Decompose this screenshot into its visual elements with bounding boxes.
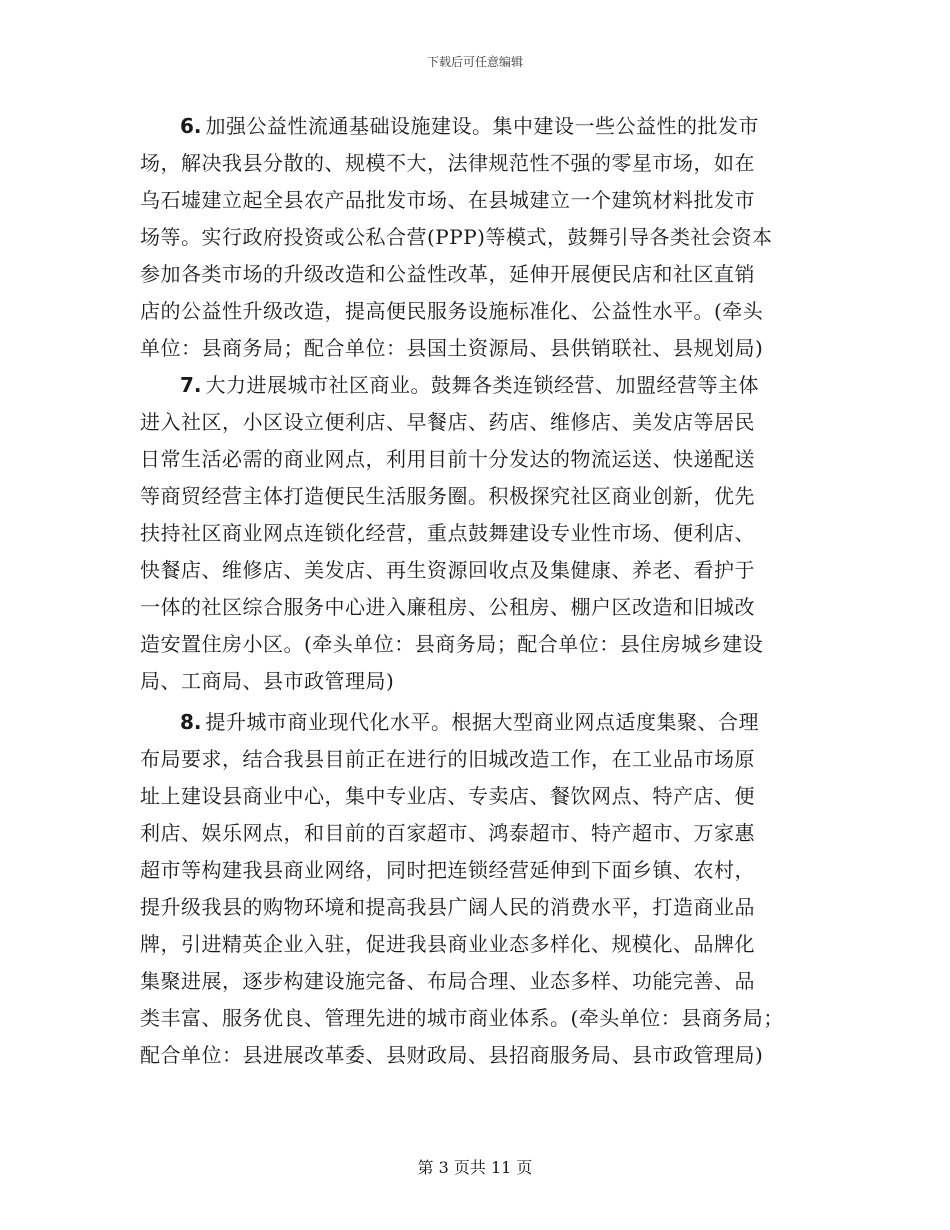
text-line: 进入社区，小区设立便利店、早餐店、药店、维修店、美发店等居民 (140, 410, 755, 434)
section-number: 6. (180, 114, 202, 138)
document-body (140, 108, 805, 1074)
text-line: 集聚进展，逐步构建设施完备、布局合理、业态多样、功能完善、品 (140, 969, 755, 993)
text-line: 址上建设县商业中心，集中专业店、专卖店、餐饮网点、特产店、便 (140, 784, 755, 808)
section-8 (140, 704, 805, 1074)
paragraph-first-line (140, 367, 805, 404)
section-7 (140, 367, 805, 700)
text-line: 单位：县商务局；配合单位：县国土资源局、县供销联社、县规划局) (140, 336, 764, 360)
page-header-note: 下载后可任意编辑 (426, 55, 523, 69)
text-line: 配合单位：县进展改革委、县财政局、县招商服务局、县市政管理局) (140, 1043, 764, 1067)
text-line: 布局要求，结合我县目前正在进行的旧城改造工作，在工业品市场原 (140, 747, 755, 771)
text-line: 利店、娱乐网点，和目前的百家超市、鸿泰超市、特产超市、万家惠 (140, 821, 755, 845)
paragraph-first-line (140, 108, 805, 145)
text-line: 快餐店、维修店、美发店、再生资源回收点及集健康、养老、看护于 (140, 558, 755, 582)
text-line: 提升城市商业现代化水平。根据大型商业网点适度集聚、合理 (205, 710, 760, 734)
text-line: 超市等构建我县商业网络，同时把连锁经营延伸到下面乡镇、农村， (140, 858, 755, 882)
text-line: 扶持社区商业网点连锁化经营，重点鼓舞建设专业性市场、便利店、 (140, 521, 755, 545)
text-line: 局、工商局、县市政管理局) (140, 669, 395, 693)
text-line: 造安置住房小区。(牵头单位：县商务局；配合单位：县住房城乡建设 (140, 632, 764, 656)
text-line: 日常生活必需的商业网点，利用目前十分发达的物流运送、快递配送 (140, 447, 755, 471)
paragraph-first-line (140, 704, 805, 741)
text-line: 类丰富、服务优良、管理先进的城市商业体系。(牵头单位：县商务局； (140, 1006, 784, 1030)
text-line: 加强公益性流通基础设施建设。集中建设一些公益性的批发市 (205, 114, 760, 138)
text-line: 提升级我县的购物环境和提高我县广阔人民的消费水平，打造商业品 (140, 895, 755, 919)
text-line: 等商贸经营主体打造便民生活服务圈。积极探究社区商业创新，优先 (140, 484, 755, 508)
text-line: 一体的社区综合服务中心进入廉租房、公租房、棚户区改造和旧城改 (140, 595, 755, 619)
text-line: 场，解决我县分散的、规模不大，法律规范性不强的零星市场，如在 (140, 151, 755, 175)
page-number-footer: 第 3 页共 11 页 (417, 1158, 533, 1177)
text-line: 店的公益性升级改造，提高便民服务设施标准化、公益性水平。(牵头 (140, 299, 764, 323)
text-line: 场等。实行政府投资或公私合营(PPP)等模式，鼓舞引导各类社会资本 (140, 225, 773, 249)
section-number: 8. (180, 710, 202, 734)
section-number: 7. (180, 373, 202, 397)
text-line: 参加各类市场的升级改造和公益性改革，延伸开展便民店和社区直销 (140, 262, 755, 286)
section-6 (140, 108, 805, 367)
text-line: 乌石墟建立起全县农产品批发市场、在县城建立一个建筑材料批发市 (140, 188, 755, 212)
text-line: 大力进展城市社区商业。鼓舞各类连锁经营、加盟经营等主体 (205, 373, 760, 397)
text-line: 牌，引进精英企业入驻，促进我县商业业态多样化、规模化、品牌化 (140, 932, 755, 956)
